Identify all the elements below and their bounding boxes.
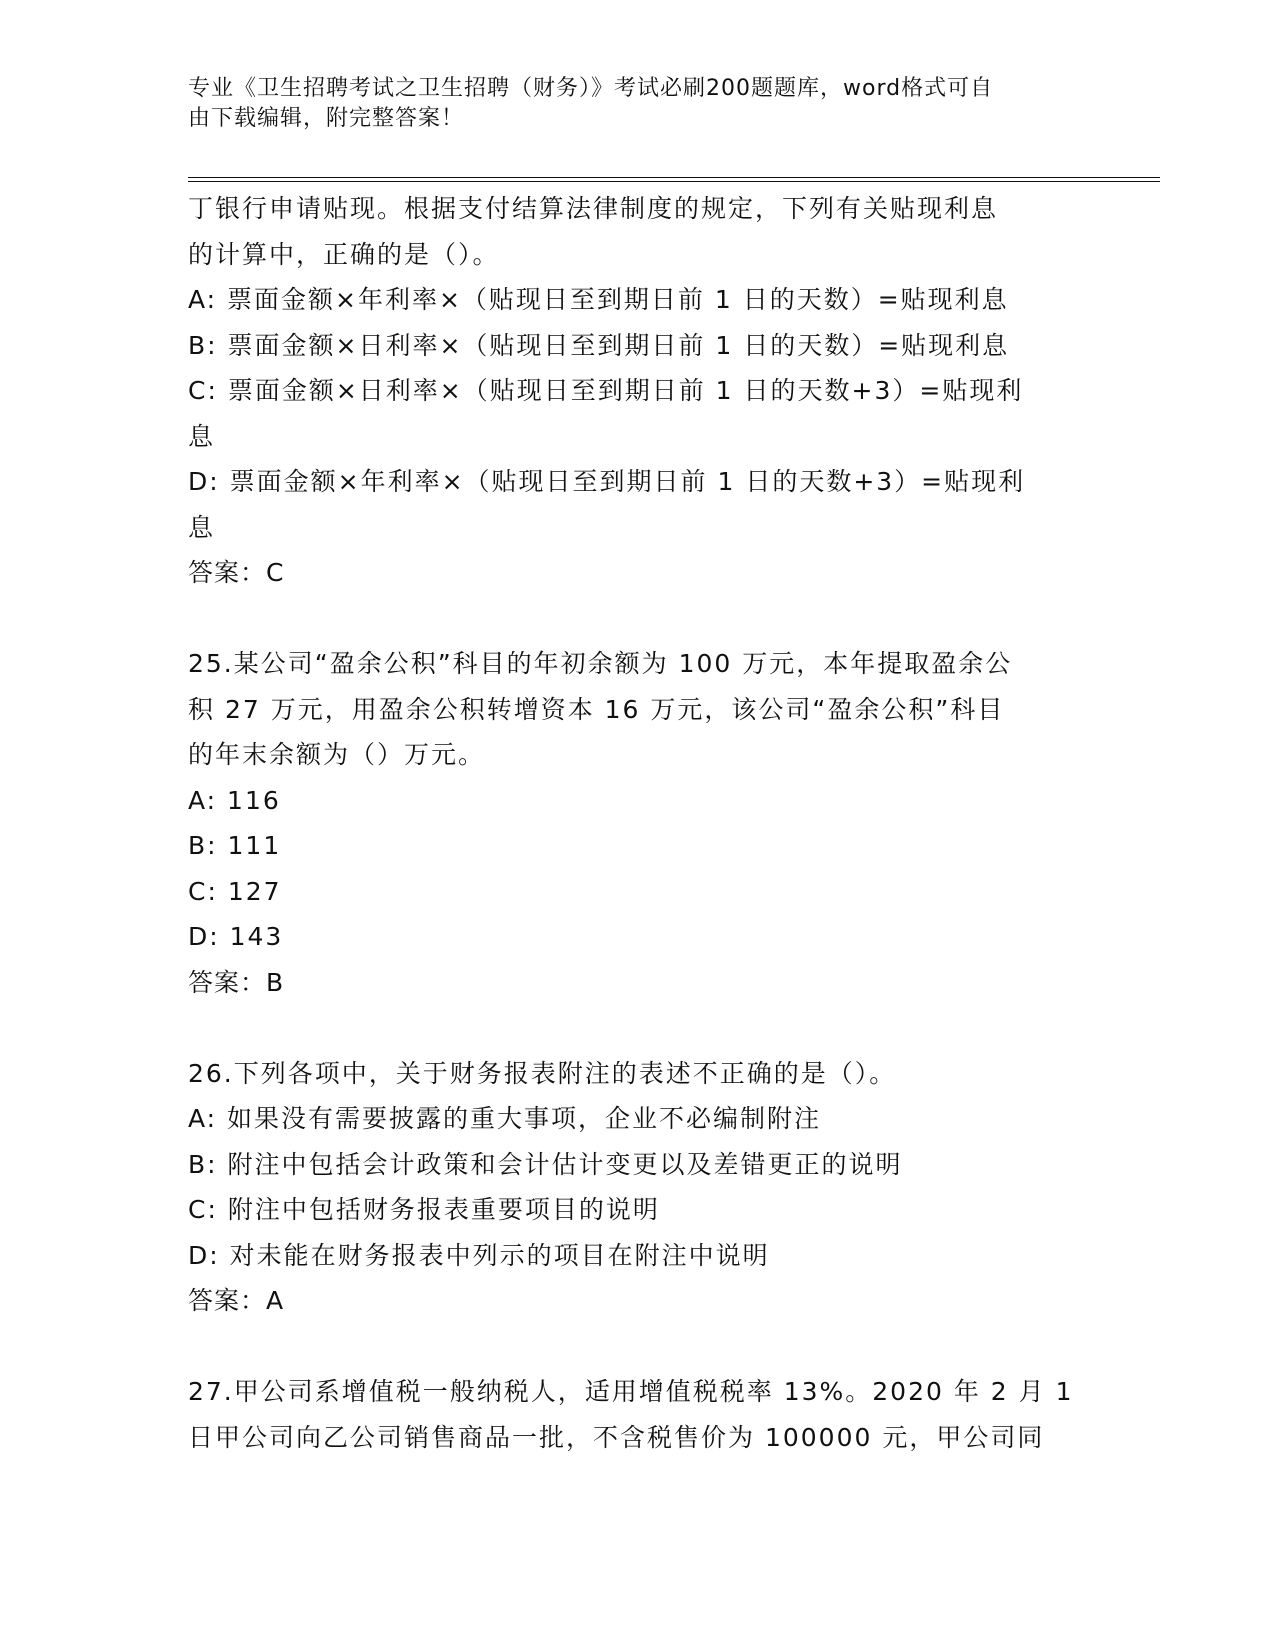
answer-option: D: 票面金额×年利率×（贴现日至到期日前 1 日的天数+3）=贴现利	[188, 467, 1026, 496]
answer-option: A: 116	[188, 785, 281, 815]
question-stem-line: 丁银行申请贴现。根据支付结算法律制度的规定，下列有关贴现利息	[188, 194, 999, 223]
answer-key: 答案：A	[188, 1286, 285, 1315]
answer-option: C: 127	[188, 876, 282, 906]
answer-option: 息	[188, 512, 216, 542]
question-stem-line: 27.甲公司系增值税一般纳税人，适用增值税税率 13%。2020 年 2 月 1	[188, 1377, 1074, 1406]
answer-option: C: 票面金额×日利率×（贴现日至到期日前 1 日的天数+3）=贴现利	[188, 376, 1024, 405]
question-block	[188, 1369, 1088, 1460]
question-block	[188, 186, 1088, 641]
spacer	[188, 1324, 1088, 1370]
answer-option: A: 如果没有需要披露的重大事项，企业不必编制附注	[188, 1104, 822, 1133]
question-stem-line: 的年末余额为（）万元。	[188, 740, 486, 769]
page-header	[188, 74, 1068, 134]
answer-option: B: 票面金额×日利率×（贴现日至到期日前 1 日的天数）=贴现利息	[188, 330, 1010, 360]
answer-key: 答案：C	[188, 558, 285, 587]
spacer	[188, 596, 1088, 642]
answer-option: D: 143	[188, 922, 284, 951]
spacer	[188, 1005, 1088, 1051]
answer-option: B: 附注中包括会计政策和会计估计变更以及差错更正的说明	[188, 1149, 903, 1179]
question-stem-line: 的计算中，正确的是（）。	[188, 239, 500, 269]
question-stem-line: 日甲公司向乙公司销售商品一批，不含税售价为 100000 元，甲公司同	[188, 1422, 1045, 1452]
question-stem-line: 26.下列各项中，关于财务报表附注的表述不正确的是（）。	[188, 1058, 897, 1088]
question-stem-line: 25.某公司“盈余公积”科目的年初余额为 100 万元，本年提取盈余公	[188, 649, 1013, 678]
answer-option: D: 对未能在财务报表中列示的项目在附注中说明	[188, 1240, 770, 1270]
answer-option: B: 111	[188, 831, 282, 860]
question-block	[188, 641, 1088, 1051]
question-block	[188, 1051, 1088, 1370]
question-stem-line: 积 27 万元，用盈余公积转增资本 16 万元，该公司“盈余公积”科目	[188, 694, 1005, 724]
answer-option: 息	[188, 421, 216, 451]
header-divider	[188, 177, 1160, 182]
question-list	[188, 186, 1088, 1460]
answer-option: A: 票面金额×年利率×（贴现日至到期日前 1 日的天数）=贴现利息	[188, 285, 1009, 314]
header-line: 由下载编辑，附完整答案！	[188, 106, 465, 131]
header-line: 专业《卫生招聘考试之卫生招聘（财务）》考试必刷200题题库，word格式可自	[188, 76, 994, 101]
answer-option: C: 附注中包括财务报表重要项目的说明	[188, 1195, 660, 1224]
answer-key: 答案：B	[188, 967, 285, 997]
